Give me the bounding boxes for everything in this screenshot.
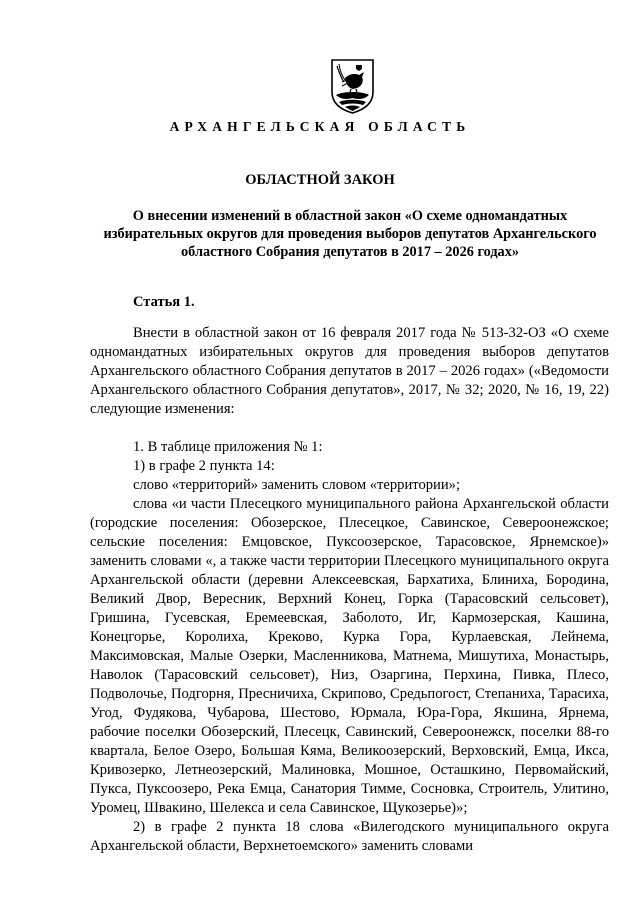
paragraph: 1. В таблице приложения № 1: [133,439,323,455]
paragraph: Внести в областной закон от 16 февраля 2017 года № 513-32-ОЗ «О схеме одномандатных избирательных округов для проведения выборов депутатов Архангельского областного Собрания депутатов в 2017 – 2026 годах» («Ведомости Архангельского областного Собрания депутатов», 2017, № 32; 2020, № 16, 19, 22) следующие изменения: [90,325,609,417]
paragraph: 1) в графе 2 пункта 14: [133,458,275,474]
paragraph: 2) в графе 2 пункта 18 слова «Вилегодского муниципального округа Архангельской области, Верхнетоемского» заменить словами [90,819,609,854]
region-name: АРХАНГЕЛЬСКАЯ ОБЛАСТЬ [169,119,471,134]
law-subject: О внесении изменений в областной закон «О схеме одномандатных избирательных округов для проведения выборов депутатов Архангельского областного Собрания депутатов в 2017 – 2026 годах» [103,208,597,260]
law-type-title: ОБЛАСТНОЙ ЗАКОН [245,172,395,188]
coat-of-arms-icon [329,58,376,114]
paragraph: слова «и части Плесецкого муниципального района Архангельской области (городские поселения: Обозерское, Плесецкое, Савинское, Североонежское; сельские поселения: Емцовское, Пуксоозерское, Тарасовское, Ярнемское)» заменить словами «, а также части территории Плесецкого муниципального округа Архангельской области (деревни Алексеевская, Бархатиха, Блиниха, Бородина, Великий Двор, Вересник, Верхний Конец, Горка (Тарасовский сельсовет), Гришина, Гусевская, Еремеевская, Заболото, Иг, Кармозерская, Кашина, Конецгорье, Королиха, Креково, Курка Гора, Курлаевская, Лейнема, Максимовская, Малые Озерки, Масленникова, Матнема, Мишутиха, Монастырь, Наволок (Тарасовский сельсовет), Низ, Озаргина, Перхина, Пивка, Плесо, Подволочье, Подгорня, Пресничиха, Скрипово, Средьпогост, Степаниха, Тарасиха, Угод, Фудякова, Чубарова, Шестово, Юрмала, Юра-Гора, Якшина, Ярнема, рабочие поселки Обозерский, Плесецк, Савинский, Североонежск, поселки 88-го квартала, Белое Озеро, Большая Кяма, Великоозерский, Верховский, Емца, Икса, Кривозерко, Летнеозерский, Малиновка, Мошное, Осташкино, Первомайский, Пукса, Пуксоозеро, Река Емца, Санатория Тимме, Сосновка, Строитель, Улитино, Уромец, Швакино, Шелекса и села Савинское, Щукозерье)»; [90,496,609,816]
paragraph: слово «территорий» заменить словом «территории»; [133,477,461,493]
article-body [90,324,609,856]
article-heading: Статья 1. [133,294,195,310]
